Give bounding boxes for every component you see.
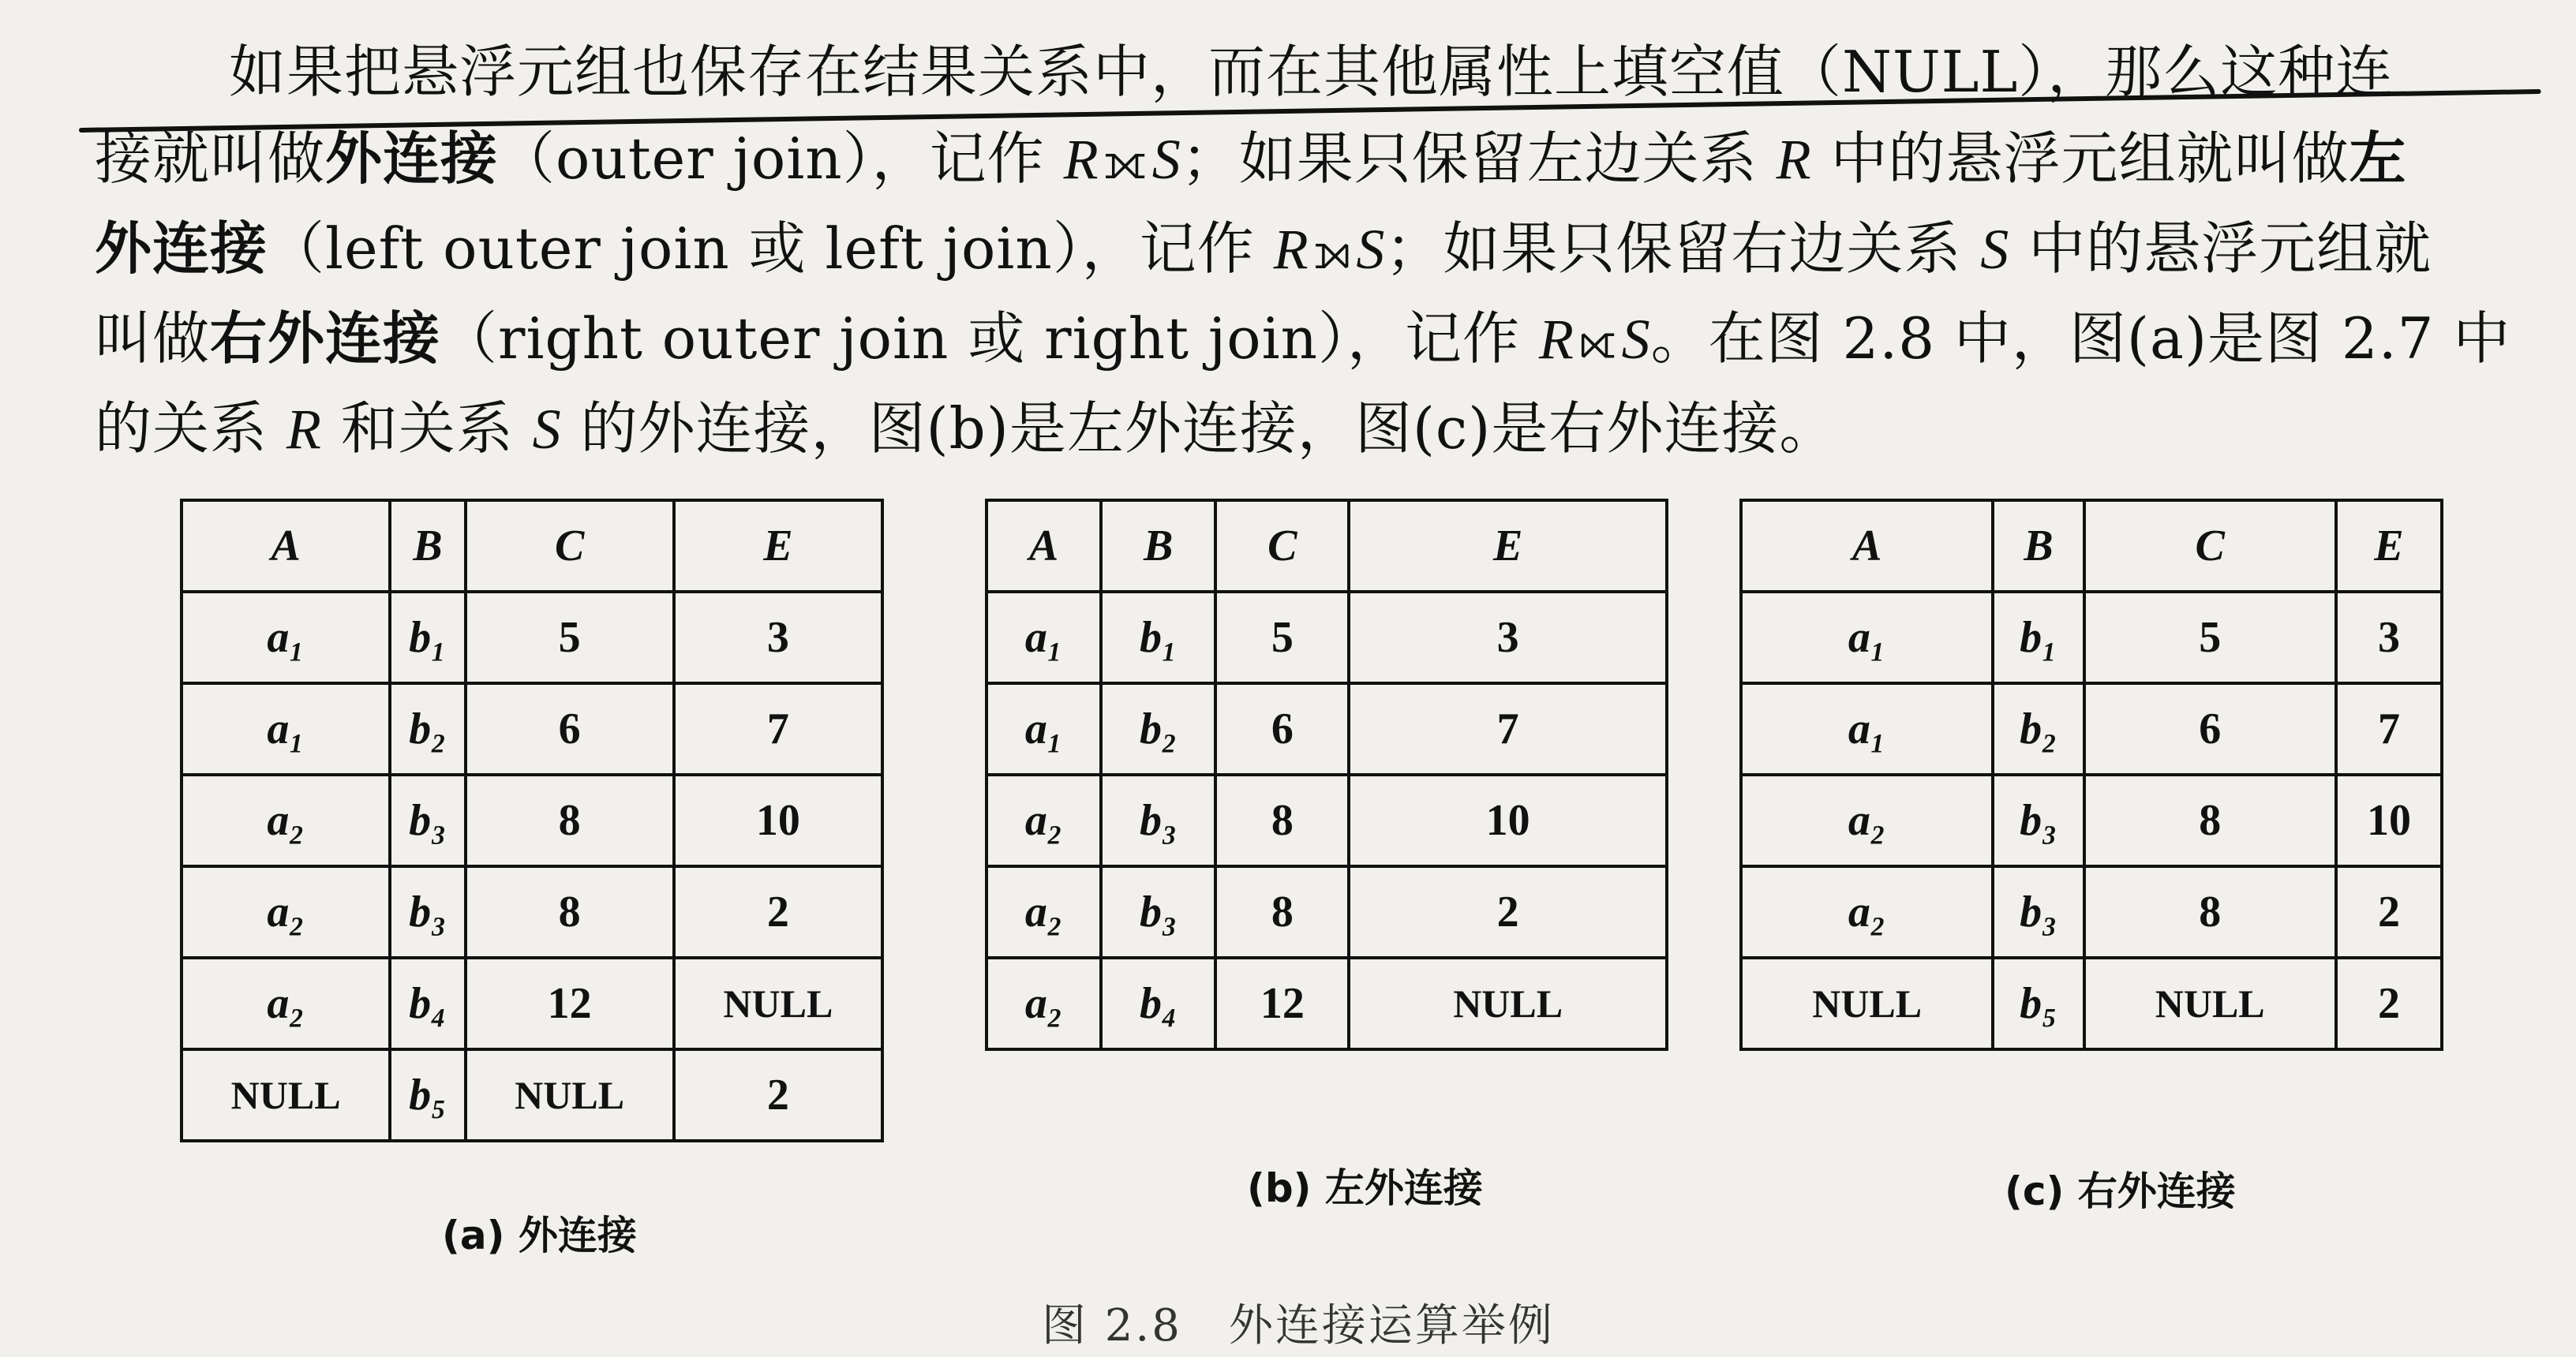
line-2-text-a: 接就叫做 [95, 125, 326, 192]
table-cell: b₃ [390, 775, 465, 866]
table-cell: b₄ [390, 958, 465, 1049]
table-cell: b₁ [1993, 592, 2084, 683]
table-cell: a₂ [182, 775, 390, 866]
relation-s: S [1356, 218, 1386, 281]
table-row [1741, 958, 2442, 1049]
table-cell: 8 [466, 775, 674, 866]
table-cell: 10 [674, 775, 882, 866]
line-2-text-e: 中的悬浮元组就叫做 [1811, 125, 2349, 192]
table-cell: b₂ [390, 683, 465, 775]
table-cell: 7 [1349, 683, 1667, 775]
table-cell-null: NULL [466, 1049, 674, 1141]
term-left-part: 左 [2349, 125, 2407, 192]
right-outer-join-table [1739, 499, 2443, 1051]
line-1-text: 如果把悬浮元组也保存在结果关系中，而在其他属性上填空值（NULL），那么这种连 [229, 39, 2394, 105]
table-cell: a₁ [987, 592, 1101, 683]
relation-r: R [1538, 308, 1574, 371]
column-header-e: E [2336, 500, 2442, 592]
column-header-c: C [1215, 500, 1349, 592]
table-row [987, 866, 1667, 958]
table-cell: 8 [1215, 775, 1349, 866]
term-right-outer-join: 右外连接 [210, 305, 441, 372]
table-cell: b₃ [1993, 866, 2084, 958]
relation-r: R [1273, 218, 1309, 281]
table-cell: b₃ [1101, 866, 1215, 958]
line-3-text-b: （left outer join 或 left join），记作 [268, 215, 1274, 282]
table-row [182, 592, 882, 683]
table-cell-null: NULL [182, 1049, 390, 1141]
relation-s: S [532, 398, 562, 461]
column-header-e: E [674, 500, 882, 592]
right-outer-join-symbol: ⟖ [1578, 312, 1617, 370]
column-header-c: C [466, 500, 674, 592]
table-c-caption: (c) 右外连接 [2005, 1168, 2236, 1214]
table-row [987, 592, 1667, 683]
column-header-b: B [390, 500, 465, 592]
line-3-text-d: 中的悬浮元组就 [2009, 215, 2432, 282]
term-left-outer-join: 外连接 [95, 215, 268, 282]
relation-s: S [1621, 308, 1651, 371]
line-2-text-c: （outer join），记作 [498, 125, 1064, 192]
table-row [987, 958, 1667, 1049]
table-cell: 7 [2336, 683, 2442, 775]
column-header-a: A [182, 500, 390, 592]
table-row [1741, 683, 2442, 775]
table-cell: b₅ [1993, 958, 2084, 1049]
paragraph-line-3 [95, 205, 2533, 295]
table-cell: a₁ [182, 683, 390, 775]
relation-r: R [1063, 128, 1099, 191]
table-cell: 2 [674, 866, 882, 958]
line-2-text-d: ；如果只保留左边关系 [1181, 125, 1777, 192]
table-cell: a₁ [1741, 592, 1993, 683]
table-cell: 8 [466, 866, 674, 958]
table-row [987, 775, 1667, 866]
table-row [182, 866, 882, 958]
table-row [182, 683, 882, 775]
table-cell: a₂ [182, 958, 390, 1049]
table-row [987, 683, 1667, 775]
line-3-text-c: ；如果只保留右边关系 [1385, 215, 1981, 282]
line-4-text-d: 。在图 2.8 中，图(a)是图 2.7 中 [1650, 305, 2511, 372]
table-cell: 8 [2084, 775, 2336, 866]
full-outer-join-symbol: ⟗ [1103, 133, 1148, 190]
line-5-text-a: 的关系 [95, 395, 286, 462]
table-cell: 5 [1215, 592, 1349, 683]
left-outer-join-symbol: ⟕ [1313, 222, 1352, 280]
table-cell: a₁ [987, 683, 1101, 775]
paragraph-line-4 [95, 295, 2533, 385]
table-cell: 8 [2084, 866, 2336, 958]
term-outer-join: 外连接 [325, 125, 499, 192]
table-cell: a₁ [1741, 683, 1993, 775]
table-cell-null: NULL [1741, 958, 1993, 1049]
line-5-text-b: 和关系 [321, 395, 533, 462]
table-row [182, 1049, 882, 1141]
table-cell: b₃ [390, 866, 465, 958]
relation-r: R [1776, 128, 1812, 191]
table-cell: b₂ [1101, 683, 1215, 775]
table-cell: 6 [466, 683, 674, 775]
table-cell: b₁ [390, 592, 465, 683]
table-cell-null: NULL [2084, 958, 2336, 1049]
table-cell-null: NULL [1349, 958, 1667, 1049]
table-cell: b₁ [1101, 592, 1215, 683]
relation-r: R [286, 398, 322, 461]
table-b-caption: (b) 左外连接 [1247, 1165, 1483, 1211]
table-cell: 3 [674, 592, 882, 683]
table-cell: a₂ [987, 866, 1101, 958]
table-cell: 6 [1215, 683, 1349, 775]
table-cell: 2 [2336, 958, 2442, 1049]
outer-join-table [180, 499, 884, 1142]
table-cell: 12 [1215, 958, 1349, 1049]
table-row [1741, 775, 2442, 866]
column-header-a: A [987, 500, 1101, 592]
table-cell: b₅ [390, 1049, 465, 1141]
table-cell: b₄ [1101, 958, 1215, 1049]
table-cell: a₂ [987, 775, 1101, 866]
table-cell: 6 [2084, 683, 2336, 775]
body-paragraph [95, 28, 2533, 473]
table-row [182, 775, 882, 866]
table-cell: a₂ [1741, 775, 1993, 866]
table-cell: 7 [674, 683, 882, 775]
paragraph-line-5 [95, 385, 2533, 473]
paragraph-line-1 [95, 28, 2533, 115]
table-cell: 2 [674, 1049, 882, 1141]
table-header-row [1741, 500, 2442, 592]
line-4-text-a: 叫做 [95, 305, 211, 372]
column-header-b: B [1101, 500, 1215, 592]
column-header-c: C [2084, 500, 2336, 592]
table-cell: a₂ [1741, 866, 1993, 958]
table-cell: 2 [2336, 866, 2442, 958]
relation-s: S [1980, 218, 2010, 281]
table-cell: 10 [1349, 775, 1667, 866]
figure-caption: 图 2.8 外连接运算举例 [1042, 1300, 1555, 1351]
line-5-text-c: 的外连接，图(b)是左外连接，图(c)是右外连接。 [561, 395, 1837, 462]
column-header-b: B [1993, 500, 2084, 592]
left-outer-join-table [985, 499, 1668, 1051]
column-header-a: A [1741, 500, 1993, 592]
table-cell: 10 [2336, 775, 2442, 866]
table-row [182, 958, 882, 1049]
table-cell: 12 [466, 958, 674, 1049]
relation-s: S [1151, 128, 1181, 191]
table-cell: 5 [2084, 592, 2336, 683]
table-row [1741, 866, 2442, 958]
table-cell: a₂ [182, 866, 390, 958]
line-4-text-c: （right outer join 或 right join），记作 [440, 305, 1539, 372]
table-a-caption: (a) 外连接 [442, 1213, 637, 1258]
column-header-e: E [1349, 500, 1667, 592]
table-cell: 3 [2336, 592, 2442, 683]
table-cell: b₃ [1993, 775, 2084, 866]
table-cell: 2 [1349, 866, 1667, 958]
table-row [1741, 592, 2442, 683]
table-cell-null: NULL [674, 958, 882, 1049]
table-header-row [182, 500, 882, 592]
table-cell: 5 [466, 592, 674, 683]
table-cell: 3 [1349, 592, 1667, 683]
paragraph-line-2 [95, 115, 2533, 205]
table-cell: a₁ [182, 592, 390, 683]
table-cell: 8 [1215, 866, 1349, 958]
table-header-row [987, 500, 1667, 592]
table-cell: b₂ [1993, 683, 2084, 775]
table-cell: b₃ [1101, 775, 1215, 866]
table-cell: a₂ [987, 958, 1101, 1049]
